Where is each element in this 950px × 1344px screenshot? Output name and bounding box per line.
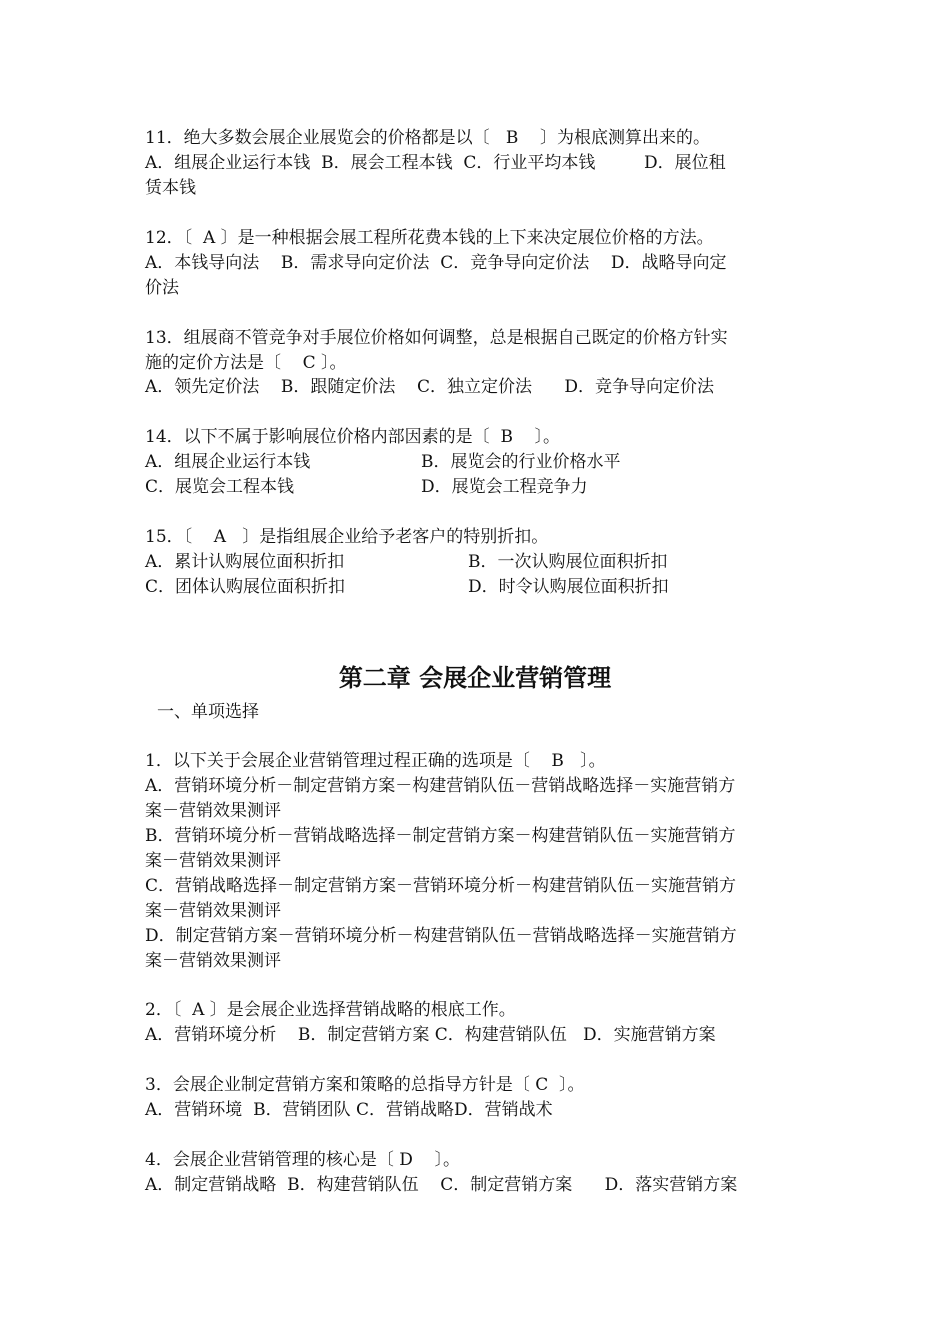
question-11-options-cont: 赁本钱 <box>145 178 196 198</box>
question-14-option-a: A．组展企业运行本钱 <box>145 452 311 472</box>
question-12-options-cont: 价法 <box>145 278 179 298</box>
chapter-question-1-option-a: A．营销环境分析－制定营销方案－构建营销队伍－营销战略选择－实施营销方 <box>145 776 736 796</box>
question-14-stem: 14．以下不属于影响展位价格内部因素的是〔 B 〕。 <box>145 427 561 447</box>
chapter-question-1-option-a-cont: 案－营销效果测评 <box>145 801 281 821</box>
chapter-question-1-option-b-cont: 案－营销效果测评 <box>145 851 281 871</box>
chapter-question-3-stem: 3．会展企业制定营销方案和策略的总指导方针是〔 C 〕。 <box>145 1075 585 1095</box>
question-14-option-d: D．展览会工程竞争力 <box>421 477 588 497</box>
question-12-options: A．本钱导向法 B．需求导向定价法 C．竞争导向定价法 D．战略导向定 <box>145 253 727 273</box>
chapter-question-2-options: A．营销环境分析 B．制定营销方案 C．构建营销队伍 D．实施营销方案 <box>145 1025 716 1045</box>
chapter-heading: 第二章 会展企业营销管理 <box>338 664 612 692</box>
chapter-question-1-option-d-cont: 案－营销效果测评 <box>145 951 281 971</box>
section-heading: 一、单项选择 <box>157 702 259 722</box>
chapter-question-2-stem: 2．〔 A 〕是会展企业选择营销战略的根底工作。 <box>145 1000 516 1020</box>
question-15-stem: 15．〔 A 〕是指组展企业给予老客户的特别折扣。 <box>145 527 549 547</box>
question-14-option-c: C．展览会工程本钱 <box>145 477 295 497</box>
question-13-options: A．领先定价法 B．跟随定价法 C．独立定价法 D．竞争导向定价法 <box>145 377 715 397</box>
chapter-question-1-option-c-cont: 案－营销效果测评 <box>145 901 281 921</box>
question-11-stem: 11．绝大多数会展企业展览会的价格都是以〔 B 〕为根底测算出来的。 <box>145 128 710 148</box>
question-12-stem: 12．〔 A 〕是一种根据会展工程所花费本钱的上下来决定展位价格的方法。 <box>145 228 714 248</box>
question-14-option-b: B．展览会的行业价格水平 <box>421 452 621 472</box>
question-15-option-b: B．一次认购展位面积折扣 <box>468 552 668 572</box>
question-15-option-d: D．时令认购展位面积折扣 <box>468 577 669 597</box>
chapter-question-1-stem: 1．以下关于会展企业营销管理过程正确的选项是〔 B 〕。 <box>145 751 606 771</box>
chapter-question-1-option-c: C．营销战略选择－制定营销方案－营销环境分析－构建营销队伍－实施营销方 <box>145 876 737 896</box>
question-13-stem: 13．组展商不管竞争对手展位价格如何调整，总是根据自己既定的价格方针实 <box>145 328 728 348</box>
question-11-options: A．组展企业运行本钱 B．展会工程本钱 C．行业平均本钱 D．展位租 <box>145 153 726 173</box>
question-15-option-c: C．团体认购展位面积折扣 <box>145 577 346 597</box>
chapter-question-3-options: A．营销环境 B．营销团队 C．营销战略D．营销战术 <box>145 1100 553 1120</box>
chapter-question-1-option-d: D．制定营销方案－营销环境分析－构建营销队伍－营销战略选择－实施营销方 <box>145 926 737 946</box>
chapter-question-4-options: A．制定营销战略 B．构建营销队伍 C．制定营销方案 D．落实营销方案 <box>145 1175 738 1195</box>
question-13-stem-cont: 施的定价方法是〔 C 〕。 <box>145 353 347 373</box>
question-15-option-a: A．累计认购展位面积折扣 <box>145 552 345 572</box>
chapter-question-4-stem: 4．会展企业营销管理的核心是〔 D 〕。 <box>145 1150 460 1170</box>
chapter-question-1-option-b: B．营销环境分析－营销战略选择－制定营销方案－构建营销队伍－实施营销方 <box>145 826 736 846</box>
